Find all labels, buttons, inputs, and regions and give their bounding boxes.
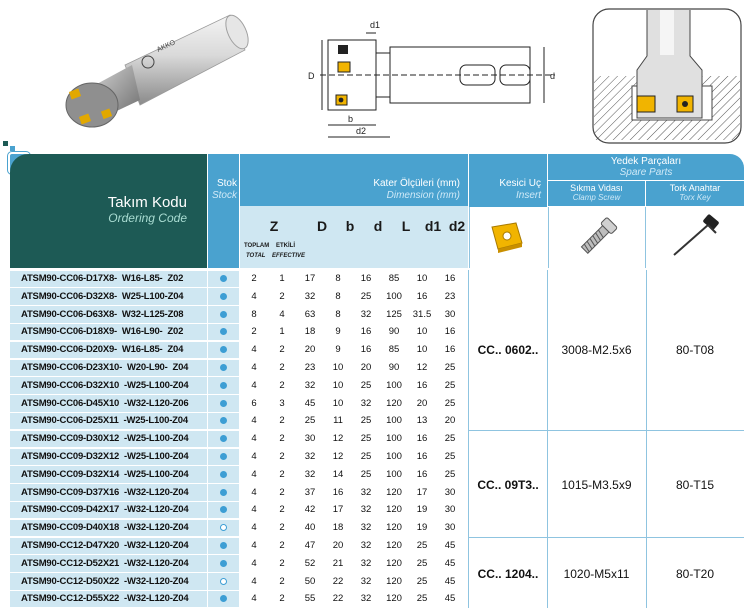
cell-D: 47 — [296, 537, 324, 554]
cell-b: 9 — [324, 323, 352, 340]
torx-key-code: 80-T20 — [675, 566, 715, 581]
cell-d1: 16 — [408, 288, 436, 305]
cell-L: 90 — [380, 359, 408, 376]
spare-caption — [548, 154, 744, 180]
row-divider — [10, 448, 468, 449]
torx-key-code: 80-T15 — [675, 477, 715, 492]
cell-L: 100 — [380, 430, 408, 447]
cell-z_total: 4 — [240, 555, 268, 572]
cell-b: 17 — [324, 501, 352, 518]
cell-z_eff: 2 — [268, 590, 296, 607]
cell-d: 32 — [352, 590, 380, 607]
label-d2: d2 — [356, 126, 367, 136]
cell-D: 32 — [296, 466, 324, 483]
cell-L: 100 — [380, 412, 408, 429]
row-divider — [10, 608, 468, 609]
cell-b: 14 — [324, 466, 352, 483]
cell-b: 22 — [324, 573, 352, 590]
cell-d: 32 — [352, 573, 380, 590]
cell-d: 32 — [352, 555, 380, 572]
cell-d2: 45 — [436, 555, 464, 572]
row-divider — [10, 412, 468, 413]
cell-z_eff: 2 — [268, 288, 296, 305]
cell-L: 100 — [380, 466, 408, 483]
ordering-code-cell: ATSM90-CC06-D23X10- W20-L90- Z04 — [10, 359, 207, 376]
cell-z_total: 4 — [240, 359, 268, 376]
cell-d2: 45 — [436, 590, 464, 607]
key-tr: Tork Anahtar — [669, 183, 721, 193]
cell-D: 17 — [296, 270, 324, 287]
cell-z_total: 4 — [240, 430, 268, 447]
row-divider — [10, 537, 468, 538]
ordering-code-cell: ATSM90-CC06-D63X8- W32-L125-Z08 — [10, 306, 207, 323]
cell-b: 8 — [324, 306, 352, 323]
cell-d: 16 — [352, 270, 380, 287]
cell-D: 42 — [296, 501, 324, 518]
screw-en: Clamp Screw — [572, 193, 621, 202]
cell-d2: 25 — [436, 359, 464, 376]
cell-z_eff: 2 — [268, 341, 296, 358]
cell-L: 125 — [380, 306, 408, 323]
row-divider — [10, 554, 468, 555]
section-view — [592, 8, 742, 144]
cell-z_total: 4 — [240, 288, 268, 305]
cell-d1: 10 — [408, 341, 436, 358]
col-z-eff-en: EFFECTIVE — [272, 253, 306, 259]
row-divider — [10, 394, 468, 395]
brand-mark: AKKO — [155, 39, 177, 54]
corner-marker — [10, 146, 15, 151]
cell-L: 100 — [380, 377, 408, 394]
label-D: D — [308, 71, 315, 81]
insert-group — [10, 537, 744, 609]
row-divider — [10, 590, 468, 591]
cell-d1: 16 — [408, 466, 436, 483]
col-z: Z — [269, 218, 279, 234]
ordering-code-cell: ATSM90-CC09-D32X14 -W25-L100-Z04 — [10, 466, 207, 483]
row-divider — [10, 501, 468, 502]
col-D: D — [316, 218, 328, 234]
cell-L: 100 — [380, 288, 408, 305]
ordering-code-header — [10, 154, 207, 268]
cell-z_eff: 2 — [268, 359, 296, 376]
cell-d2: 25 — [436, 466, 464, 483]
ordering-code-cell: ATSM90-CC09-D30X12 -W25-L100-Z04 — [10, 430, 207, 447]
cell-z_eff: 2 — [268, 377, 296, 394]
row-divider — [10, 572, 468, 573]
cell-D: 25 — [296, 412, 324, 429]
cell-b: 8 — [324, 270, 352, 287]
clamp-screw-code: 1020-M5x11 — [563, 566, 630, 581]
cell-z_total: 4 — [240, 341, 268, 358]
insert-code: CC.. 0602.. — [477, 343, 539, 358]
cell-z_total: 2 — [240, 270, 268, 287]
cell-d: 32 — [352, 484, 380, 501]
cell-d1: 16 — [408, 430, 436, 447]
cell-D: 32 — [296, 448, 324, 465]
cell-z_eff: 1 — [268, 323, 296, 340]
cell-d2: 25 — [436, 377, 464, 394]
cell-d1: 10 — [408, 270, 436, 287]
dimension-header — [240, 154, 468, 268]
key-en: Torx Key — [679, 193, 711, 202]
dim-tr: Kater Ölçüleri (mm) — [373, 178, 460, 189]
stock-header — [208, 154, 239, 268]
cell-d2: 20 — [436, 412, 464, 429]
cell-d: 32 — [352, 306, 380, 323]
cell-z_total: 4 — [240, 412, 268, 429]
cell-d: 25 — [352, 466, 380, 483]
ordering-code-cell: ATSM90-CC06-D18X9- W16-L90- Z02 — [10, 323, 207, 340]
row-divider — [10, 519, 468, 520]
cell-z_total: 4 — [240, 573, 268, 590]
key-picture — [645, 207, 744, 268]
cell-d1: 31.5 — [408, 306, 436, 323]
cell-d2: 16 — [436, 341, 464, 358]
cell-L: 120 — [380, 537, 408, 554]
cell-b: 10 — [324, 359, 352, 376]
cell-d2: 45 — [436, 573, 464, 590]
cell-b: 10 — [324, 377, 352, 394]
col-d: d — [373, 218, 383, 234]
cell-d2: 45 — [436, 537, 464, 554]
cell-d: 16 — [352, 341, 380, 358]
row-divider — [10, 359, 468, 360]
screw-picture — [548, 207, 645, 268]
cell-b: 22 — [324, 590, 352, 607]
cell-d: 32 — [352, 395, 380, 412]
cell-L: 120 — [380, 501, 408, 518]
insert-code: CC.. 1204.. — [477, 566, 539, 581]
cell-d2: 30 — [436, 501, 464, 518]
dim-en: Dimension (mm) — [386, 190, 460, 201]
row-divider — [10, 430, 468, 431]
ordering-code-cell: ATSM90-CC06-D25X11 -W25-L100-Z04 — [10, 412, 207, 429]
cell-z_eff: 2 — [268, 484, 296, 501]
clamp-screw-code: 1015-M3.5x9 — [561, 477, 632, 492]
dimension-drawing — [290, 15, 570, 145]
ordering-code-cell: ATSM90-CC06-D32X8- W25-L100-Z04 — [10, 288, 207, 305]
cell-d: 32 — [352, 519, 380, 536]
col-L: L — [401, 218, 411, 234]
cell-d: 25 — [352, 288, 380, 305]
insert-picture — [469, 207, 548, 268]
cell-z_eff: 2 — [268, 430, 296, 447]
cell-D: 18 — [296, 323, 324, 340]
title-tr: Takım Kodu — [107, 194, 187, 211]
cell-d2: 30 — [436, 519, 464, 536]
cell-d: 25 — [352, 448, 380, 465]
cell-d2: 25 — [436, 448, 464, 465]
cell-d1: 16 — [408, 377, 436, 394]
ordering-code-cell: ATSM90-CC09-D37X16 -W32-L120-Z04 — [10, 484, 207, 501]
cell-b: 20 — [324, 537, 352, 554]
insert-group — [10, 270, 744, 430]
cell-z_eff: 2 — [268, 501, 296, 518]
cell-d2: 25 — [436, 430, 464, 447]
cell-z_eff: 1 — [268, 270, 296, 287]
cell-b: 18 — [324, 519, 352, 536]
cell-z_total: 4 — [240, 448, 268, 465]
col-z-total-tr: TOPLAM — [244, 243, 270, 249]
cell-d: 25 — [352, 430, 380, 447]
row-divider — [10, 376, 468, 377]
cell-D: 37 — [296, 484, 324, 501]
cell-z_eff: 2 — [268, 519, 296, 536]
cell-z_total: 4 — [240, 501, 268, 518]
insert-tr: Kesici Uç — [499, 178, 541, 189]
cell-z_total: 6 — [240, 395, 268, 412]
cell-z_total: 2 — [240, 323, 268, 340]
cell-d: 16 — [352, 323, 380, 340]
label-d: d — [550, 71, 556, 81]
cell-z_total: 4 — [240, 484, 268, 501]
cell-z_total: 4 — [240, 537, 268, 554]
tool-photo — [40, 10, 260, 140]
cell-z_total: 8 — [240, 306, 268, 323]
cell-d: 32 — [352, 501, 380, 518]
cell-z_eff: 2 — [268, 537, 296, 554]
ordering-code-cell: ATSM90-CC06-D45X10 -W32-L120-Z06 — [10, 395, 207, 412]
cell-b: 10 — [324, 395, 352, 412]
insert-en: Insert — [515, 190, 541, 201]
cell-d1: 16 — [408, 448, 436, 465]
cell-L: 90 — [380, 323, 408, 340]
cell-d1: 25 — [408, 555, 436, 572]
product-illustrations — [0, 0, 746, 150]
spare-en: Spare Parts — [619, 167, 673, 178]
col-d1: d1 — [424, 218, 442, 234]
cell-d2: 23 — [436, 288, 464, 305]
clamp-screw-code: 3008-M2.5x6 — [561, 343, 632, 358]
row-divider — [10, 323, 468, 324]
cell-L: 85 — [380, 270, 408, 287]
cell-L: 85 — [380, 341, 408, 358]
insert-code: CC.. 09T3.. — [477, 477, 539, 492]
ordering-code-cell: ATSM90-CC09-D42X17 -W32-L120-Z04 — [10, 501, 207, 518]
cell-b: 12 — [324, 430, 352, 447]
cell-d2: 30 — [436, 484, 464, 501]
cell-d1: 19 — [408, 501, 436, 518]
ordering-code-cell: ATSM90-CC12-D47X20 -W32-L120-Z04 — [10, 537, 207, 554]
ordering-code-cell: ATSM90-CC06-D20X9- W16-L85- Z04 — [10, 341, 207, 358]
cell-b: 9 — [324, 341, 352, 358]
ordering-code-cell: ATSM90-CC06-D32X10 -W25-L100-Z04 — [10, 377, 207, 394]
cell-D: 52 — [296, 555, 324, 572]
cell-z_eff: 2 — [268, 412, 296, 429]
cell-d1: 17 — [408, 484, 436, 501]
cell-L: 120 — [380, 484, 408, 501]
cell-d1: 19 — [408, 519, 436, 536]
cell-L: 120 — [380, 590, 408, 607]
cell-b: 8 — [324, 288, 352, 305]
cell-D: 45 — [296, 395, 324, 412]
cell-D: 32 — [296, 377, 324, 394]
col-z-total-en: TOTAL — [246, 253, 266, 259]
stock-tr: Stok — [216, 178, 237, 189]
column-divider — [646, 270, 647, 608]
spare-tr: Yedek Parçaları — [610, 156, 682, 167]
cell-b: 12 — [324, 448, 352, 465]
cell-d: 25 — [352, 377, 380, 394]
torx-key-header — [646, 181, 744, 206]
col-b: b — [345, 218, 355, 234]
col-z-eff-tr: ETKİLİ — [276, 243, 295, 249]
row-divider — [10, 270, 468, 271]
cell-d2: 16 — [436, 270, 464, 287]
cell-d2: 16 — [436, 323, 464, 340]
product-table — [10, 154, 744, 608]
label-d1: d1 — [370, 20, 381, 30]
cell-z_eff: 2 — [268, 448, 296, 465]
screw-tr: Sıkma Vidası — [570, 183, 623, 193]
cell-z_eff: 2 — [268, 573, 296, 590]
cell-d: 32 — [352, 537, 380, 554]
cell-d: 20 — [352, 359, 380, 376]
cell-D: 55 — [296, 590, 324, 607]
cell-z_eff: 2 — [268, 555, 296, 572]
cell-z_total: 4 — [240, 466, 268, 483]
ordering-code-cell: ATSM90-CC09-D40X18 -W32-L120-Z04 — [10, 519, 207, 536]
cell-D: 20 — [296, 341, 324, 358]
col-d2: d2 — [448, 218, 466, 234]
cell-L: 120 — [380, 555, 408, 572]
spare-parts-header — [548, 154, 744, 268]
cell-d1: 25 — [408, 590, 436, 607]
cell-d1: 25 — [408, 537, 436, 554]
title-en: Ordering Code — [108, 211, 187, 225]
row-divider — [10, 305, 468, 306]
cell-z_eff: 4 — [268, 306, 296, 323]
cell-L: 120 — [380, 395, 408, 412]
row-divider — [10, 341, 468, 342]
ordering-code-cell: ATSM90-CC09-D32X12 -W25-L100-Z04 — [10, 448, 207, 465]
cell-b: 11 — [324, 412, 352, 429]
cell-z_total: 4 — [240, 590, 268, 607]
insert-icon — [470, 207, 548, 268]
column-divider — [468, 270, 469, 608]
cell-z_total: 4 — [240, 519, 268, 536]
cell-d1: 25 — [408, 573, 436, 590]
cell-b: 21 — [324, 555, 352, 572]
ordering-code-cell: ATSM90-CC12-D52X21 -W32-L120-Z04 — [10, 555, 207, 572]
cell-D: 40 — [296, 519, 324, 536]
torx-key-icon — [646, 207, 744, 268]
label-b: b — [348, 114, 354, 124]
row-divider — [10, 465, 468, 466]
torx-key-code: 80-T08 — [675, 343, 715, 358]
column-divider — [547, 270, 548, 608]
cell-d1: 20 — [408, 395, 436, 412]
clamp-screw-header — [548, 181, 645, 206]
cell-D: 32 — [296, 288, 324, 305]
cell-z_eff: 2 — [268, 466, 296, 483]
cell-L: 120 — [380, 519, 408, 536]
cell-d: 25 — [352, 412, 380, 429]
cell-D: 63 — [296, 306, 324, 323]
ordering-code-cell: ATSM90-CC12-D50X22 -W32-L120-Z04 — [10, 573, 207, 590]
cell-D: 23 — [296, 359, 324, 376]
cell-D: 50 — [296, 573, 324, 590]
stock-en: Stock — [211, 190, 237, 201]
ordering-code-cell: ATSM90-CC12-D55X22 -W32-L120-Z04 — [10, 590, 207, 607]
cell-D: 30 — [296, 430, 324, 447]
cell-d1: 10 — [408, 323, 436, 340]
dimension-caption — [240, 154, 468, 206]
cell-d2: 30 — [436, 306, 464, 323]
corner-marker — [3, 141, 8, 146]
cell-L: 100 — [380, 448, 408, 465]
insert-header — [469, 154, 547, 268]
cell-d1: 13 — [408, 412, 436, 429]
cell-z_total: 4 — [240, 377, 268, 394]
row-divider — [10, 483, 468, 484]
cell-L: 120 — [380, 573, 408, 590]
cell-d1: 12 — [408, 359, 436, 376]
clamp-screw-icon — [549, 207, 645, 268]
cell-d2: 25 — [436, 395, 464, 412]
row-divider — [10, 287, 468, 288]
cell-b: 16 — [324, 484, 352, 501]
ordering-code-cell: ATSM90-CC06-D17X8- W16-L85- Z02 — [10, 270, 207, 287]
cell-z_eff: 3 — [268, 395, 296, 412]
